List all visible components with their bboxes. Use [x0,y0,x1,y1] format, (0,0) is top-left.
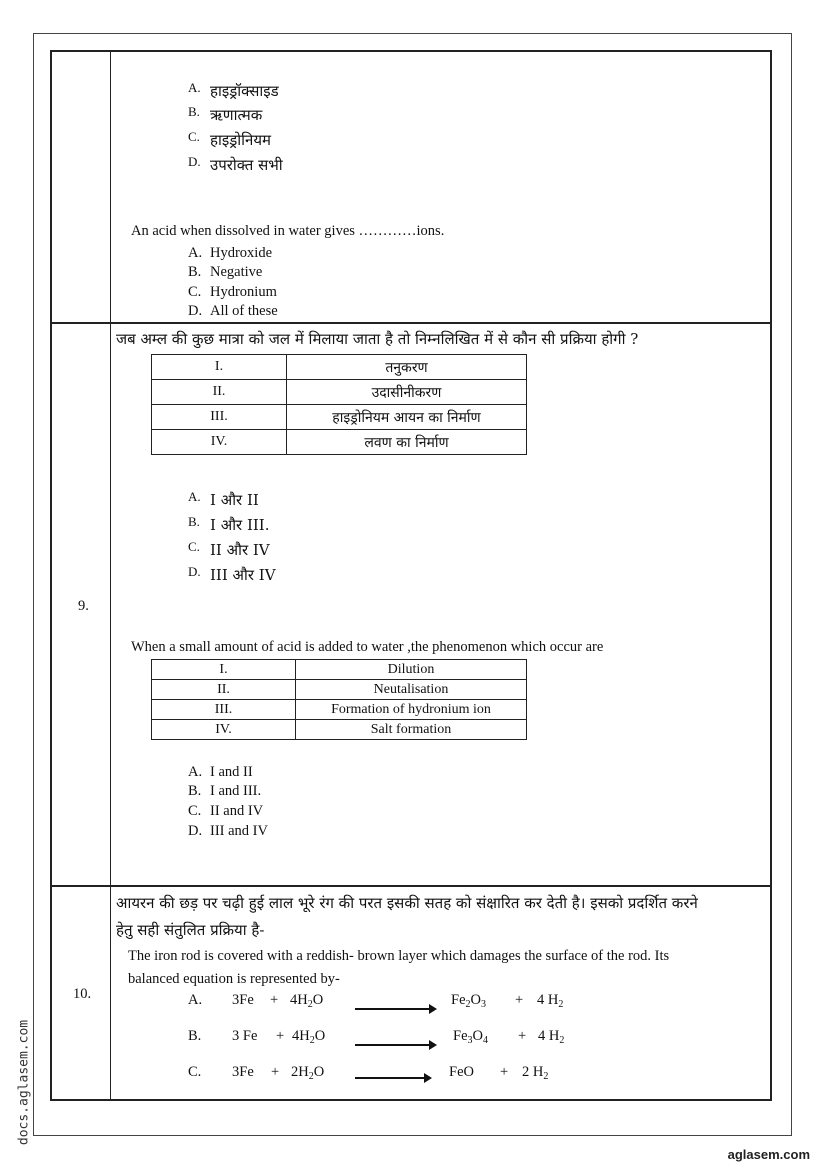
option-letter: D. [188,823,203,839]
table-row [152,700,527,720]
column-divider [110,50,111,1099]
option-text: II and IV [210,803,264,819]
table-cell-text: Neutalisation [296,680,527,700]
q8-question-english: An acid when dissolved in water gives …………ions. [131,223,445,239]
question-number: 10. [73,986,92,1002]
option-letter: C. [188,129,200,144]
option-letter: C. [188,803,202,819]
question-number: 9. [78,598,89,614]
reactant-iron: 3Fe [232,1064,254,1080]
q9-question-hindi: जब अम्ल की कुछ मात्रा को जल में मिलाया जाता है तो निम्नलिखित में से कौन सी प्रक्रिया होगी ? [116,330,639,348]
option-text: हाइड्रॉक्साइड [210,82,279,100]
option-text: I और II [210,491,259,509]
table-row [152,680,527,700]
option-letter: A. [188,992,203,1008]
option-text: उपरोक्त सभी [210,156,283,174]
table-cell-num: III. [152,700,296,720]
option-text: II और IV [210,541,270,559]
footer-brand: aglasem.com [727,1147,810,1162]
table-cell-text: Dilution [296,660,527,680]
q10-question-hindi: आयरन की छड़ पर चढ़ी हुई लाल भूरे रंग की परत इसकी सतह को संक्षारित कर देती है। इसको प्रदर्शित करने [116,894,698,912]
product-hydrogen: 4 $H_2$ [537,992,564,1010]
product-hydrogen: 4 $H_2$ [538,1028,565,1046]
table-cell-text: उदासीनीकरण [287,380,527,405]
table-cell-text: लवण का निर्माण [287,430,527,455]
q10-question-hindi-cont: हेतु सही संतुलित प्रक्रिया है- [116,921,265,939]
table-row [152,660,527,680]
option-text: I and II [210,764,253,780]
option-text: ऋणात्मक [210,106,263,124]
plus-sign: + [500,1064,509,1080]
reactant-iron: 3 Fe [232,1028,258,1044]
row-divider [50,322,770,324]
product-hydrogen: 2 $H_2$ [522,1064,549,1082]
option-letter: A. [188,764,203,780]
reactant-water: $4H_2O$ [290,992,324,1010]
option-text: हाइड्रोनियम [210,131,272,149]
option-text: III और IV [210,566,276,584]
reactant-water: $2H_2O$ [291,1064,325,1082]
plus-sign: + [270,992,279,1008]
option-text: All of these [210,303,278,319]
option-letter: C. [188,1064,202,1080]
option-letter: A. [188,489,201,504]
q9-table-english [151,659,527,740]
q10-question-english: The iron rod is covered with a reddish- brown layer which damages the surface of the rod. Its [128,948,670,964]
option-letter: B. [188,783,202,799]
option-letter: B. [188,1028,202,1044]
table-cell-num: IV. [152,720,296,740]
option-letter: C. [188,284,202,300]
table-cell-num: II. [152,380,287,405]
product-oxide: FeO [449,1064,474,1080]
reaction-arrow-icon [355,1044,435,1046]
option-letter: B. [188,264,202,280]
product-oxide: $Fe_2O_3$ [451,992,486,1010]
reaction-arrow-icon [355,1008,435,1010]
table-cell-text: हाइड्रोनियम आयन का निर्माण [287,405,527,430]
product-oxide: $Fe_3O_4$ [453,1028,488,1046]
table-cell-num: III. [152,405,287,430]
table-cell-num: I. [152,355,287,380]
q9-question-english: When a small amount of acid is added to water ,the phenomenon which occur are [131,639,604,655]
reaction-arrow-icon [355,1077,430,1079]
reactant-water: $4H_2O$ [292,1028,326,1046]
table-row [152,430,527,455]
table-row [152,355,527,380]
option-letter: A. [188,245,203,261]
option-letter: D. [188,564,201,579]
table-row [152,405,527,430]
table-cell-num: IV. [152,430,287,455]
option-letter: D. [188,154,201,169]
table-cell-text: तनुकरण [287,355,527,380]
option-text: III and IV [210,823,268,839]
reactant-iron: 3Fe [232,992,254,1008]
option-letter: B. [188,514,200,529]
option-letter: C. [188,539,200,554]
question-table-border [50,50,772,1101]
plus-sign: + [276,1028,285,1044]
plus-sign: + [515,992,524,1008]
q10-question-english-cont: balanced equation is represented by- [128,971,340,987]
option-text: Hydroxide [210,245,273,261]
option-letter: D. [188,303,203,319]
option-text: I और III. [210,516,270,534]
q9-table-hindi [151,354,527,455]
option-letter: B. [188,104,200,119]
table-cell-text: Formation of hydronium ion [296,700,527,720]
table-row [152,380,527,405]
plus-sign: + [518,1028,527,1044]
option-text: Negative [210,264,263,280]
side-watermark: docs.aglasem.com [16,1019,32,1146]
table-cell-num: II. [152,680,296,700]
option-letter: A. [188,80,201,95]
option-text: Hydronium [210,284,277,300]
plus-sign: + [271,1064,280,1080]
option-text: I and III. [210,783,262,799]
row-divider [50,885,770,887]
table-cell-num: I. [152,660,296,680]
table-cell-text: Salt formation [296,720,527,740]
table-row [152,720,527,740]
